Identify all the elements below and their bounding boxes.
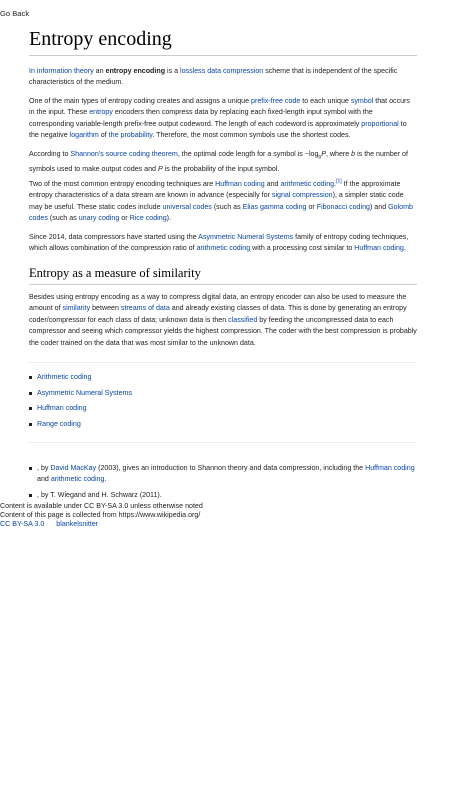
link-golomb[interactable]: Golomb codes xyxy=(29,202,413,223)
see-also-list xyxy=(29,372,417,434)
see-also-arithmetic-coding[interactable]: Arithmetic coding xyxy=(37,373,92,381)
link-lossless-compression[interactable]: lossless data compression xyxy=(180,67,264,75)
list-item xyxy=(29,388,417,404)
list-item xyxy=(29,372,417,388)
page-title: Entropy encoding xyxy=(29,28,172,50)
reference-item: , by T. Wiegand and H. Schwarz (2011). xyxy=(29,490,417,501)
see-also-ans[interactable]: Asymmetric Numeral Systems xyxy=(37,388,132,397)
section-divider xyxy=(29,284,417,285)
license-link[interactable]: CC BY-SA 3.0 xyxy=(0,520,45,529)
bullet-icon xyxy=(29,423,32,426)
link-entropy[interactable]: entropy xyxy=(89,108,113,117)
see-also-divider xyxy=(29,362,417,363)
bold-term: entropy encoding xyxy=(105,67,166,75)
link-streams-of-data[interactable]: streams of data xyxy=(120,304,170,313)
link-arithmetic-coding-2[interactable]: arithmetic coding xyxy=(196,244,251,253)
link-arithmetic-coding-3[interactable]: arithmetic coding xyxy=(50,475,105,484)
citation-1[interactable]: [1] xyxy=(336,178,342,185)
bullet-icon xyxy=(29,407,32,410)
link-unary[interactable]: unary coding xyxy=(78,214,120,223)
bullet-icon xyxy=(29,392,32,395)
link-universal-codes[interactable]: universal codes xyxy=(162,202,212,211)
link-information-theory[interactable]: In information theory xyxy=(29,67,94,75)
paragraph-prefix-codes: One of the main types of entropy coding creates and assigns a unique prefix-free code to each unique symbol that occurs in the input. These entropy encoders then compress data by replacing each fixed-length input symbol with the corresponding variable-length prefix-free output codeword. The length of each codeword is approximately proportional to the negative logarithm of the probability. Therefore, the most common symbols use the shortest codes. xyxy=(29,97,410,140)
footer-links xyxy=(0,520,203,529)
link-source-coding-theorem[interactable]: Shannon's source coding theorem xyxy=(70,150,178,158)
link-proportional[interactable]: proportional xyxy=(361,119,399,128)
section-heading-similarity: Entropy as a measure of similarity xyxy=(29,266,201,280)
footer-link-2[interactable]: blankelsnitter xyxy=(56,520,99,529)
bullet-icon xyxy=(29,494,32,497)
paragraph-shannon: According to Shannon's source coding theorem, the optimal code length for a symbol is $-\log_bP$, where b is the number of symbols used to make output codes and P is the probability of the input symbol. xyxy=(29,150,408,173)
link-probability[interactable]: the probability xyxy=(108,131,153,140)
link-arithmetic-coding[interactable]: arithmetic coding xyxy=(280,180,335,188)
paragraph-ans: Since 2014, data compressors have started using the Asymmetric Numeral Systems family of entropy coding techniques, which allows combination of the compression ratio of arithmetic coding with a processing cost similar to Huffman coding. xyxy=(29,233,409,253)
go-back-link[interactable]: Go Back xyxy=(0,9,30,18)
list-item xyxy=(29,419,417,435)
license-notice: Content is available under CC BY-SA 3.0 unless otherwise noted xyxy=(0,502,203,510)
link-symbol[interactable]: symbol xyxy=(350,97,374,105)
link-prefix-free-code[interactable]: prefix-free code xyxy=(251,97,301,105)
link-huffman-coding-2[interactable]: Huffman coding xyxy=(354,244,404,253)
see-also-huffman-coding[interactable]: Huffman coding xyxy=(37,404,87,413)
paragraph-similarity: Besides using entropy encoding as a way to compress digital data, an entropy encoder can also be used to measure the amount of similarity between streams of data and already existing classes of data. This is done by generating an entropy coder/compressor for each class of data; unknown data is then classified by feeding the uncompressed data to each compressor and seeing which compressor yields the highest compression. The coder with the best compression is probably the coder trained on the data that was most similar to the unknown data. xyxy=(29,293,417,347)
link-signal-compression[interactable]: signal compression xyxy=(271,191,333,200)
list-item xyxy=(29,403,417,419)
source-notice: Content of this page is collected from https://www.wikipedia.org/ xyxy=(0,511,201,520)
link-elias-gamma[interactable]: Elias gamma coding xyxy=(242,202,307,211)
link-fibonacci[interactable]: Fibonacci coding xyxy=(316,202,370,211)
references-list-2 xyxy=(29,490,417,501)
title-divider xyxy=(29,55,417,56)
link-huffman-coding[interactable]: Huffman coding xyxy=(215,180,265,188)
link-ans[interactable]: Asymmetric Numeral Systems xyxy=(198,233,294,241)
intro-paragraph: In information theory an entropy encoding is a lossless data compression scheme that is independent of the specific characteristics of the medium. xyxy=(29,67,398,87)
reference-item: , by David MacKay (2003), gives an introduction to Shannon theory and data compression, including the Huffman coding and arithmetic coding. xyxy=(29,463,417,486)
link-david-mackay[interactable]: David MacKay xyxy=(50,464,97,472)
references-divider xyxy=(29,442,417,443)
link-logarithm[interactable]: logarithm xyxy=(69,131,99,140)
references-list xyxy=(29,463,417,486)
link-rice[interactable]: Rice coding xyxy=(129,214,167,223)
footer xyxy=(0,502,203,530)
link-classified[interactable]: classified xyxy=(228,315,258,324)
see-also-range-coding[interactable]: Range coding xyxy=(37,419,81,428)
bullet-icon xyxy=(29,467,32,470)
paragraph-techniques: Two of the most common entropy encoding techniques are Huffman coding and arithmetic coding.[1] If the approximate entropy characteristics of a data stream are known in advance (especially for signal compression), a simpler static code may be useful. These static codes include universal codes (such as Elias gamma coding or Fibonacci coding) and Golomb codes (such as unary coding or Rice coding). xyxy=(29,178,413,223)
link-similarity[interactable]: similarity xyxy=(62,304,91,313)
link-huffman-coding-3[interactable]: Huffman coding xyxy=(365,464,415,472)
bullet-icon xyxy=(29,376,32,379)
